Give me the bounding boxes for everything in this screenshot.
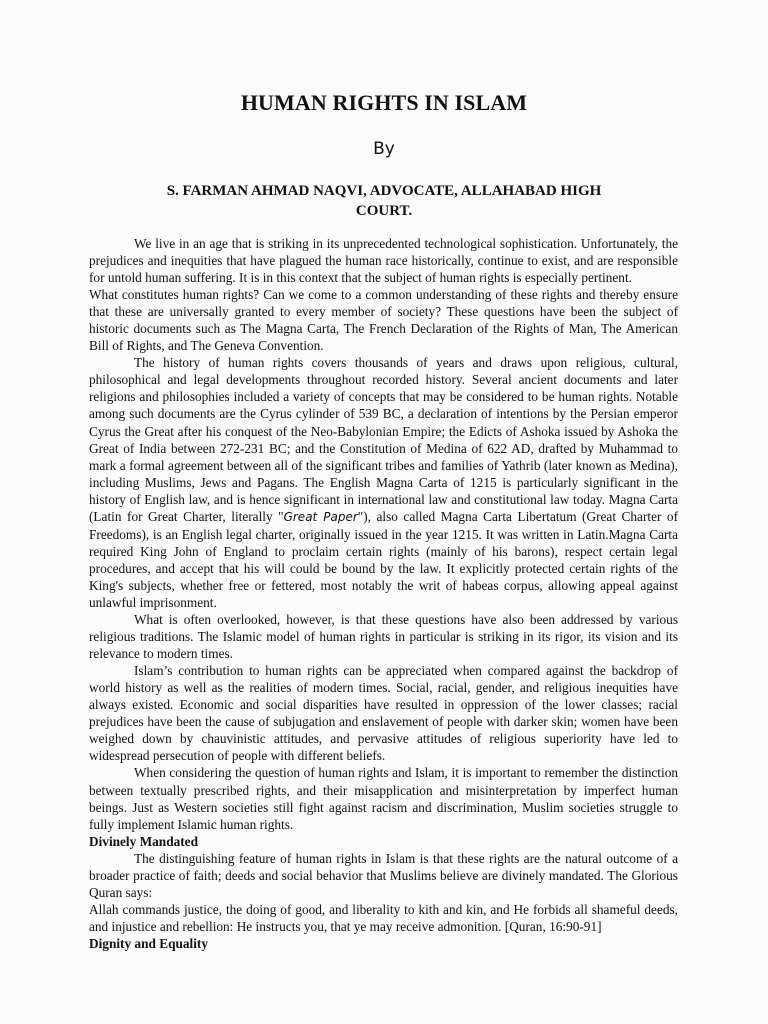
paragraph-overlooked: What is often overlooked, however, is that these questions have also been addressed by various religious traditions. The Islamic model of human rights in particular is striking in its rigor, its vision and its relevance to modern times. bbox=[89, 612, 678, 662]
quran-quotation: Allah commands justice, the doing of good, and liberality to kith and kin, and He forbids all shameful deeds, and injustice and rebellion: He instructs you, that ye may receive admonition. [Quran, 16:90-91] bbox=[89, 901, 678, 934]
section-heading-divinely-mandated: Divinely Mandated bbox=[89, 833, 198, 849]
paragraph-distinction: When considering the question of human rights and Islam, it is important to remember the distinction between textually prescribed rights, and their misapplication and misinterpretation by imperfect human beings. Just as Western societies still fight against racism and discrimination, Muslim societies struggle to fully implement Islamic human rights. bbox=[89, 765, 678, 832]
paragraph-history-part-1: The history of human rights covers thousands of years and draws upon religious, cultural, philosophical and legal developments throughout recorded history. Several ancient documents and later religions and philosophies included a variety of concepts that may be considered to be human rights. Notable among such documents are the Cyrus cylinder of 539 BC, a declaration of intentions by the Persian emperor Cyrus the Great after his conquest of the Neo-Babylonian Empire; the Edicts of Ashoka issued by Ashoka the Great of India between 272-231 BC; and the Constitution of Medina of 622 AD, drafted by Muhammad to mark a formal agreement between all of the significant tribes and families of Yathrib (later known as Medina), including Muslims, Jews and Pagans. The English Magna Carta of 1215 is particularly significant in the history of English law, and is hence significant in international law and constitutional law today. Magna Carta (Latin for Great Charter, literally " bbox=[89, 355, 678, 524]
paragraph-divinely-mandated: The distinguishing feature of human rights in Islam is that these rights are the natural outcome of a broader practice of faith; deeds and social behavior that Muslims believe are divinely mandated. The Glorious Quran says: bbox=[89, 850, 678, 900]
author-line: S. FARMAN AHMAD NAQVI, ADVOCATE, ALLAHABAD HIGH COURT. bbox=[166, 183, 602, 219]
section-heading-dignity-equality: Dignity and Equality bbox=[89, 935, 208, 951]
paragraph-contribution: Islam’s contribution to human rights can be appreciated when compared against the backdrop of world history as well as the realities of modern times. Social, racial, gender, and religious inequities have always existed. Economic and social disparities have resulted in oppression of the lower classes; racial prejudices have been the cause of subjugation and enslavement of people with darker skin; women have been weighed down by chauvinistic attitudes, and pervasive attitudes of religious superiority have led to widespread persecution of people with different beliefs. bbox=[89, 663, 678, 764]
document-title: HUMAN RIGHTS IN ISLAM bbox=[240, 90, 528, 115]
paragraph-intro: We live in an age that is striking in its unprecedented technological sophistication. Unfortunately, the prejudices and inequities that have plagued the human race historically, continue to exist, and are responsible for untold human suffering. It is in this context that the subject of human rights is especially pertinent. bbox=[89, 236, 678, 286]
body-text bbox=[89, 235, 678, 952]
paragraph-question: What constitutes human rights? Can we come to a common understanding of these rights and thereby ensure that these are universally granted to every member of society? These questions have been the subject of historic documents such as The Magna Carta, The French Declaration of the Rights of Man, The American Bill of Rights, and The Geneva Convention. bbox=[89, 287, 678, 354]
paragraph-history-part-2: "), also called Magna Carta Libertatum (Great Charter of Freedoms), is an English legal charter, originally issued in the year 1215. It was written in Latin.Magna Carta required King John of England to proclaim certain rights (mainly of his barons), respect certain legal procedures, and accept that his will could be bound by the law. It explicitly protected certain rights of the King's subjects, whether free or fettered, most notably the writ of habeas corpus, allowing appeal against unlawful imprisonment. bbox=[89, 508, 679, 610]
paragraph-history bbox=[89, 354, 678, 611]
great-paper-emphasis: Great Paper bbox=[283, 509, 358, 524]
byline: By bbox=[373, 139, 395, 159]
